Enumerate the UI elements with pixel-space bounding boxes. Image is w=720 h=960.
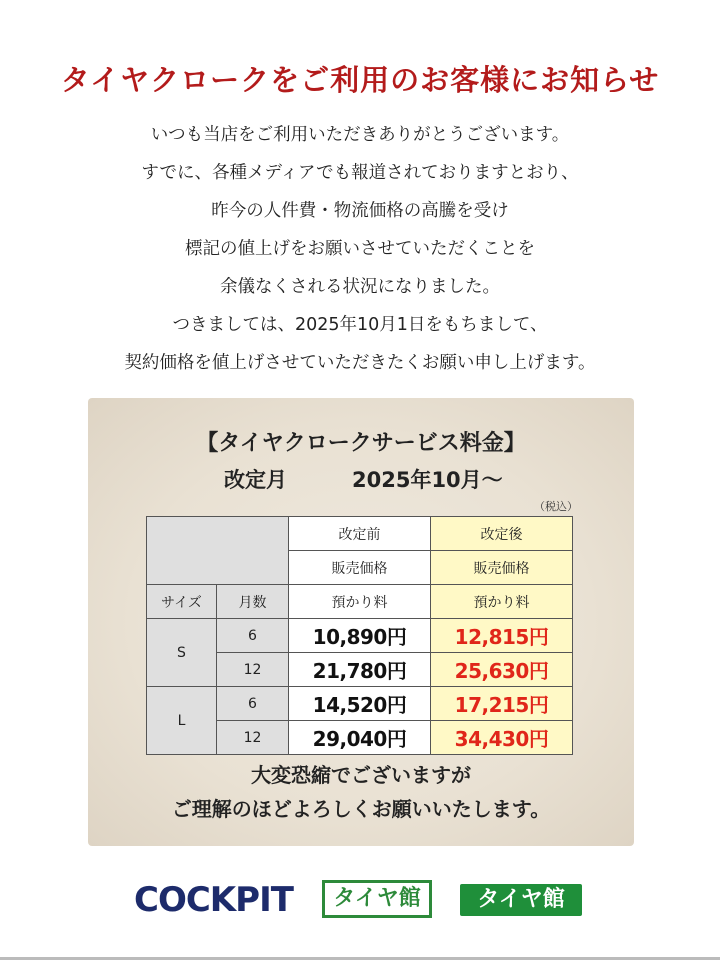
price-before: 14,520円 (289, 687, 431, 721)
notice-line: 余儀なくされる状況になりました。 (220, 277, 500, 297)
price-before: 21,780円 (289, 653, 431, 687)
notice-line: いつも当店をご利用いただきありがとうございます。 (150, 125, 570, 145)
logo-bar (0, 878, 720, 928)
price-panel-title: 【タイヤクロークサービス料金】 (196, 431, 526, 456)
table-row (147, 619, 573, 653)
tire-kan-outline-logo: タイヤ館 (322, 880, 432, 918)
header-deposit-fee-before: 預かり料 (289, 585, 431, 619)
page-title: タイヤクロークをご利用のお客様にお知らせ (60, 63, 660, 97)
price-table (146, 516, 573, 755)
price-before: 10,890円 (289, 619, 431, 653)
months-cell: 6 (217, 619, 289, 653)
price-after: 25,630円 (431, 653, 573, 687)
notice-line: 昨今の人件費・物流価格の高騰を受け (211, 201, 509, 221)
size-cell: S (147, 619, 217, 687)
cockpit-logo: COCKPIT (134, 880, 293, 920)
price-after: 12,815円 (431, 619, 573, 653)
closing-line: 大変恐縮でございますが (251, 763, 471, 787)
header-sales-price-after: 販売価格 (431, 551, 573, 585)
tax-note: （税込） (534, 500, 578, 513)
header-sales-price-before: 販売価格 (289, 551, 431, 585)
revision-label: 改定月 (224, 468, 287, 492)
months-cell: 6 (217, 687, 289, 721)
table-corner (147, 517, 289, 585)
tire-kan-filled-logo: タイヤ館 (460, 884, 582, 916)
price-after: 34,430円 (431, 721, 573, 755)
size-cell: L (147, 687, 217, 755)
table-row (147, 687, 573, 721)
months-cell: 12 (217, 721, 289, 755)
header-deposit-fee-after: 預かり料 (431, 585, 573, 619)
closing-message (88, 758, 634, 826)
price-panel (88, 398, 634, 846)
price-after: 17,215円 (431, 687, 573, 721)
notice-line: すでに、各種メディアでも報道されておりますとおり、 (141, 163, 579, 183)
header-before: 改定前 (289, 517, 431, 551)
notice-line: 契約価格を値上げさせていただきたくお願い申し上げます。 (124, 353, 596, 373)
revision-date: 2025年10月～ (352, 468, 503, 492)
header-months: 月数 (217, 585, 289, 619)
notice-line: 標記の値上げをお願いさせていただくことを (185, 239, 535, 259)
months-cell: 12 (217, 653, 289, 687)
notice-line: つきましては、2025年10月1日をもちまして、 (172, 315, 548, 335)
notice-text (0, 116, 720, 382)
table-row (147, 585, 573, 619)
closing-line: ご理解のほどよろしくお願いいたします。 (171, 797, 551, 821)
header-after: 改定後 (431, 517, 573, 551)
price-before: 29,040円 (289, 721, 431, 755)
header-size: サイズ (147, 585, 217, 619)
table-row (147, 517, 573, 551)
